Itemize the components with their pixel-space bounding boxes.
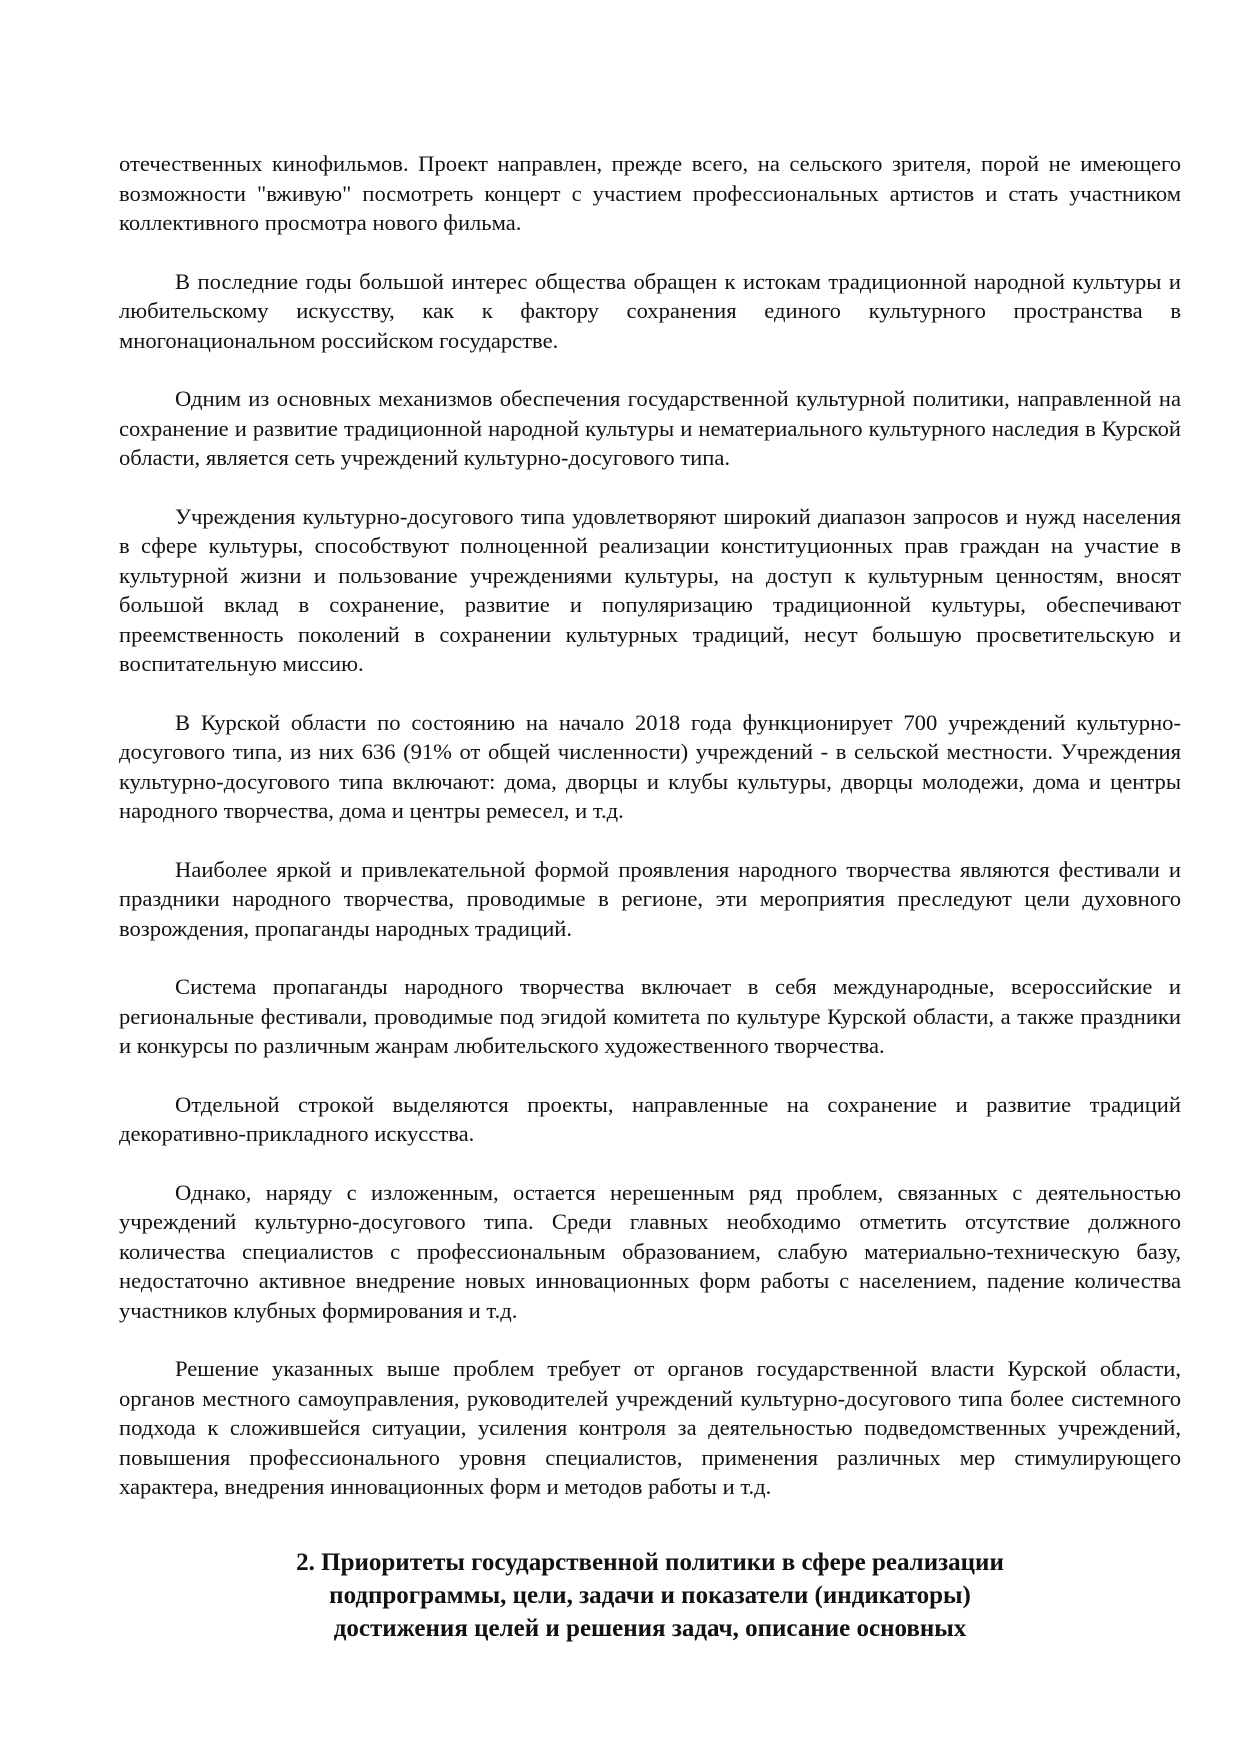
paragraph-institutions-role: Учреждения культурно-досугового типа удовлетворяют широкий диапазон запросов и нужд населения в сфере культуры, способствуют полноценной реализации конституционных прав граждан на участие в культурной жизни и пользование учреждениями культуры, на доступ к культурным ценностям, вносят большой вклад в сохранение, развитие и популяризацию традиционной культуры, обеспечивают преемственность поколений в сохранении культурных традиций, несут большую просветительскую и воспитательную миссию. (119, 503, 1181, 676)
paragraph-institutions-statistics: В Курской области по состоянию на начало 2018 года функционирует 700 учреждений культурно-досугового типа, из них 636 (91% от общей численности) учреждений - в сельской местности. Учреждения культурно-досугового типа включают: дома, дворцы и клубы культуры, дворцы молодежи, дома и центры народного творчества, дома и центры ремесел, и т.д. (119, 709, 1181, 823)
paragraph-continuation: отечественных кинофильмов. Проект направлен, прежде всего, на сельского зрителя, порой не имеющего возможности "вживую" посмотреть концерт с участием профессиональных артистов и стать участником коллективного просмотра нового фильма. (119, 151, 1181, 235)
section-heading (119, 1546, 1181, 1645)
section-heading-line-3: достижения целей и решения задач, описание основных (333, 1614, 967, 1642)
paragraph-propaganda-system: Система пропаганды народного творчества включает в себя международные, всероссийские и региональные фестивали, проводимые под эгидой комитета по культуре Курской области, а также праздники и конкурсы по различным жанрам любительского художественного творчества. (119, 974, 1181, 1058)
document-page (119, 149, 1181, 1645)
paragraph-solutions: Решение указанных выше проблем требует от органов государственной власти Курской области, органов местного самоуправления, руководителей учреждений культурно-досугового типа более системного подхода к сложившейся ситуации, усиления контроля за деятельностью подведомственных учреждений, повышения профессионального уровня специалистов, применения различных мер стимулирующего характера, внедрения инновационных форм и методов работы и т.д. (119, 1356, 1181, 1499)
paragraph-cultural-policy-mechanisms: Одним из основных механизмов обеспечения государственной культурной политики, направленной на сохранение и развитие традиционной народной культуры и нематериального культурного наследия в Курской области, является сеть учреждений культурно-досугового типа. (119, 386, 1181, 470)
section-heading-line-2: подпрограммы, цели, задачи и показатели (индикаторы) (329, 1581, 971, 1609)
section-heading-line-1: 2. Приоритеты государственной политики в сфере реализации (296, 1548, 1004, 1576)
paragraph-problems: Однако, наряду с изложенным, остается нерешенным ряд проблем, связанных с деятельностью учреждений культурно-досугового типа. Среди главных необходимо отметить отсутствие должного количества специалистов с профессиональным образованием, слабую материально-техническую базу, недостаточно активное внедрение новых инновационных форм работы с населением, падение количества участников клубных формирования и т.д. (119, 1179, 1181, 1323)
paragraph-folk-culture-interest: В последние годы большой интерес общества обращен к истокам традиционной народной культуры и любительскому искусству, как к фактору сохранения единого культурного пространства в многонациональном российском государстве. (119, 268, 1181, 353)
paragraph-festivals: Наиболее яркой и привлекательной формой проявления народного творчества являются фестивали и праздники народного творчества, проводимые в регионе, эти мероприятия преследуют цели духовного возрождения, пропаганды народных традиций. (119, 856, 1181, 941)
paragraph-decorative-arts: Отдельной строкой выделяются проекты, направленные на сохранение и развитие традиций декоративно-прикладного искусства. (119, 1091, 1181, 1146)
